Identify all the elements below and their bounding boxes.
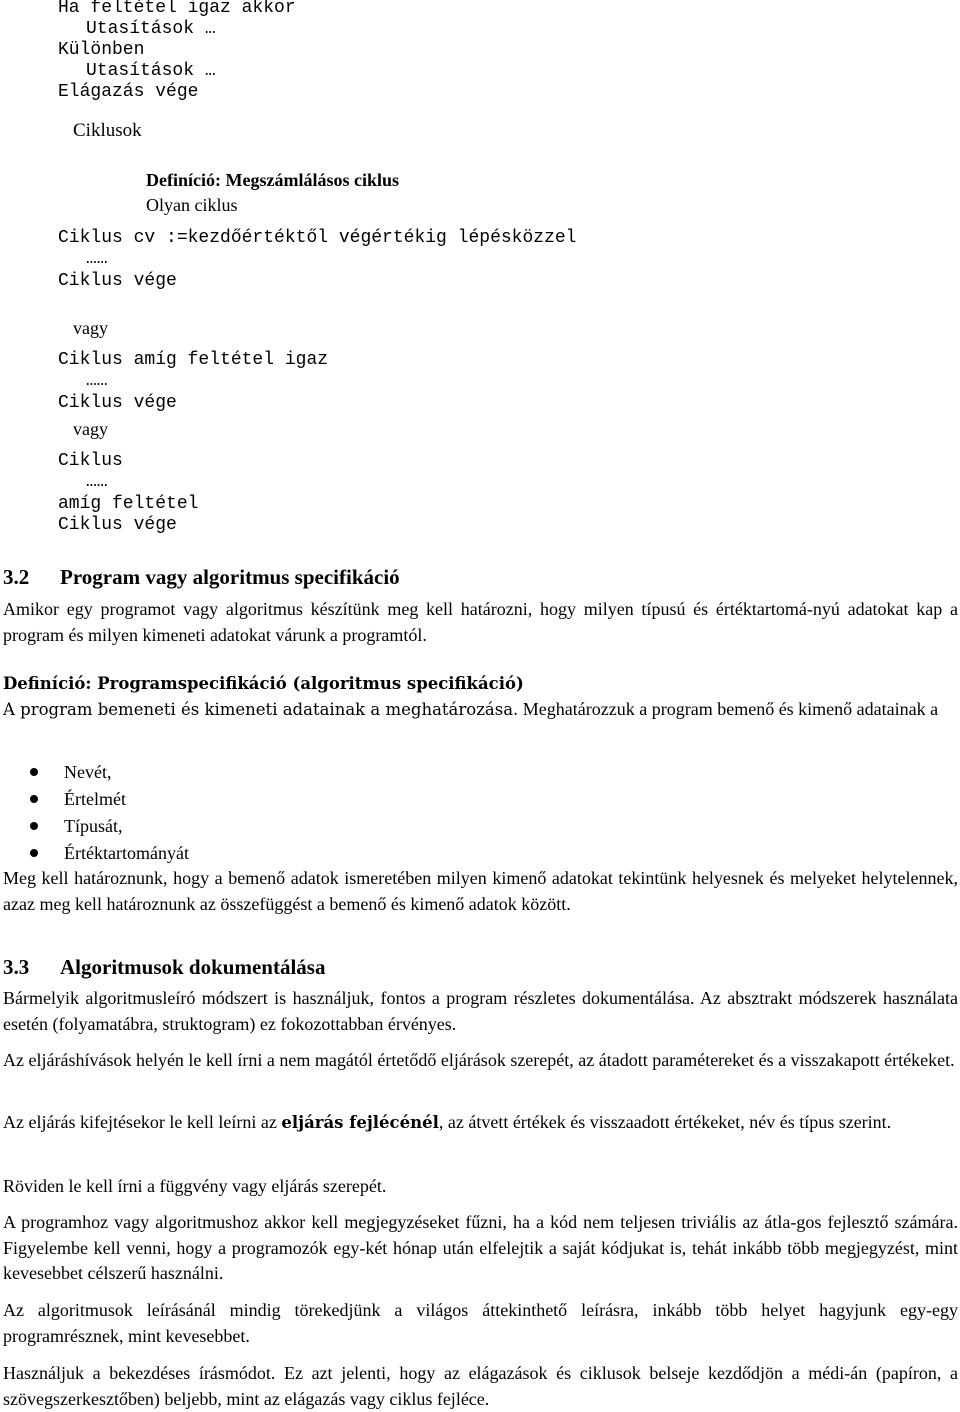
code-while-loop-head: Ciklus amíg feltétel igaz xyxy=(58,350,329,370)
section-3-3-paragraph-3 xyxy=(3,1110,958,1136)
section-3-2-conclusion: Meg kell határoznunk, hogy a bemenő adatok ismeretében milyen kimenő adatokat tekintünk helyesnek és melyeket helytelennek, azaz meg kell határoznunk az összefüggést a bemenő és kimenő adatok között. xyxy=(3,868,958,914)
code-while-loop-body: …… xyxy=(86,371,108,391)
section-heading-3-3 xyxy=(3,954,325,980)
code-branch-end: Elágazás vége xyxy=(58,82,199,102)
code-post-test-loop-end: Ciklus vége xyxy=(58,515,177,535)
code-while-loop-end: Ciklus vége xyxy=(58,393,177,413)
paragraph-text-a: Az eljárás kifejtésekor le kell leírni az xyxy=(3,1112,282,1132)
section-title: Algoritmusok dokumentálása xyxy=(60,955,326,979)
definition-continuation: Meghatározzuk a program bemenő és kimenő adatainak a xyxy=(518,699,939,719)
section-3-3-paragraph-7: Használjuk a bekezdéses írásmódot. Ez azt jelenti, hogy az elágazások és ciklusok belseje kezdődjön a médi-án (papíron, a szövegszerkesztőben) beljebb, mint az elágazás vagy ciklus fejléce. xyxy=(3,1363,958,1409)
counted-loop-definition-text: Olyan ciklus xyxy=(146,195,238,215)
code-if-line: Ha feltétel igaz akkor xyxy=(58,0,296,18)
section-title: Program vagy algoritmus specifikáció xyxy=(60,565,400,589)
program-spec-definition-title: Definíció: Programspecifikáció (algoritmus specifikáció) xyxy=(3,674,524,693)
code-post-test-loop-head: Ciklus xyxy=(58,451,123,471)
program-spec-definition-text xyxy=(3,697,958,723)
section-3-3-paragraph-5: A programhoz vagy algoritmushoz akkor kell megjegyzéseket fűzni, ha a kód nem teljesen triviális az átla-gos fejlesztő számára. Figyelembe kell venni, hogy a programozók egy-két hónap után elfelejtik a saját kódjukat is, tehát inkább több megjegyzést, mint kevesebbet célszerű használni. xyxy=(3,1212,958,1283)
code-statements-1: Utasítások … xyxy=(86,19,216,39)
code-else-line: Különben xyxy=(58,40,145,60)
code-counted-loop-head: Ciklus cv :=kezdőértéktől végértékig lépésközzel xyxy=(58,228,577,248)
cycles-heading: Ciklusok xyxy=(73,120,142,141)
section-number: 3.3 xyxy=(3,955,30,979)
section-3-3-paragraph-4: Röviden le kell írni a függvény vagy eljárás szerepét. xyxy=(3,1176,387,1196)
list-item xyxy=(30,840,189,867)
section-3-2-intro: Amikor egy programot vagy algoritmus készítünk meg kell határozni, hogy milyen típusú és értéktartomá-nyú adatokat kap a program és milyen kimeneti adatokat várunk a programtól. xyxy=(3,599,958,645)
section-heading-3-2 xyxy=(3,564,400,590)
or-separator-2: vagy xyxy=(73,419,108,439)
code-post-test-loop-condition: amíg feltétel xyxy=(58,494,199,514)
code-counted-loop-body: …… xyxy=(86,249,108,269)
list-item-text: Nevét, xyxy=(64,762,112,782)
definition-sentence: A program bemeneti és kimeneti adatainak a meghatározása. xyxy=(3,700,519,719)
list-item-text: Értéktartományát xyxy=(64,843,189,863)
section-3-3-paragraph-1: Bármelyik algoritmusleíró módszert is használjuk, fontos a program részletes dokumentálása. Az absztrakt módszerek használata esetén (folyamatábra, struktogram) ez fokozottabban érvényes. xyxy=(3,988,958,1034)
code-counted-loop-end: Ciklus vége xyxy=(58,271,177,291)
list-item xyxy=(30,759,111,786)
bullet-dot xyxy=(30,795,38,803)
or-separator-1: vagy xyxy=(73,318,108,338)
paragraph-text-b: , az átvett értékek és visszaadott értékeket, név és típus szerint. xyxy=(438,1112,892,1132)
code-post-test-loop-body: …… xyxy=(86,472,108,492)
list-item xyxy=(30,813,123,840)
section-number: 3.2 xyxy=(3,565,30,589)
section-3-3-paragraph-6: Az algoritmusok leírásánál mindig törekedjünk a világos áttekinthető leírásra, inkább több helyet hagyjunk egy-egy programrésznek, mint kevesebbet. xyxy=(3,1300,958,1346)
counted-loop-definition-title: Definíció: Megszámlálásos ciklus xyxy=(146,170,399,190)
section-3-3-paragraph-2: Az eljáráshívások helyén le kell írni a nem magától értetődő eljárások szerepét, az átadott paramétereket és a visszakapott értékeket. xyxy=(3,1050,955,1070)
bullet-dot xyxy=(30,768,38,776)
list-item-text: Értelmét xyxy=(64,789,126,809)
list-item xyxy=(30,786,126,813)
bullet-dot xyxy=(30,822,38,830)
list-item-text: Típusát, xyxy=(64,816,123,836)
bullet-dot xyxy=(30,849,38,857)
emphasis-header: eljárás fejlécénél xyxy=(281,1113,439,1132)
code-statements-2: Utasítások … xyxy=(86,61,216,81)
